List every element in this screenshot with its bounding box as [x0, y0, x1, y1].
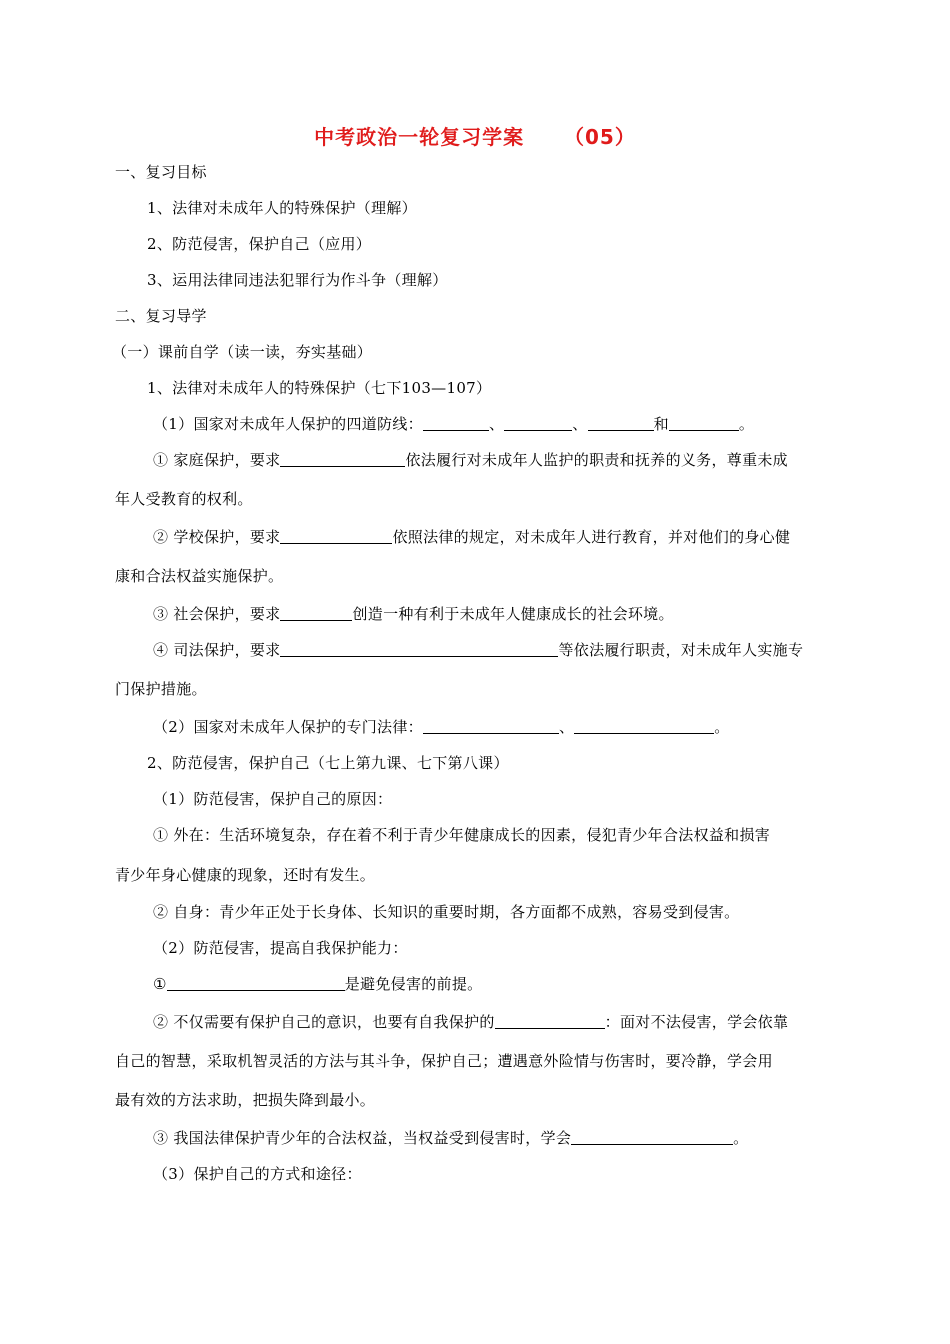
law-line: [153, 1128, 748, 1148]
blank-school[interactable]: [280, 527, 392, 544]
goal-item-1: 1、法律对未成年人的特殊保护（理解）: [147, 199, 417, 217]
external-reason: ① 外在：生活环境复杂，存在着不利于青少年健康成长的因素，侵犯青少年合法权益和损害: [153, 826, 771, 844]
separator: 、: [572, 415, 588, 433]
judicial-label: ④ 司法保护，要求: [153, 641, 281, 659]
methods-heading: （3）保护自己的方式和途径：: [153, 1165, 362, 1183]
ability-cont-1: 自己的智慧，采取机智灵活的方法与其斗争，保护自己；遭遇意外险情与伤害时，要冷静，学会用: [115, 1052, 773, 1070]
self-reason: ② 自身：青少年正处于长身体、长知识的重要时期，各方面都不成熟，容易受到侵害。: [153, 903, 740, 921]
subsection-heading: （一）课前自学（读一读，夯实基础）: [112, 343, 373, 361]
ability-label: ② 不仅需要有保护自己的意识，也要有自我保护的: [153, 1013, 495, 1031]
blank-defense-2[interactable]: [504, 414, 572, 431]
school-label: ② 学校保护，要求: [153, 528, 281, 546]
ability-cont-2: 最有效的方法求助，把损失降到最小。: [115, 1091, 376, 1109]
reason-heading: （1）防范侵害，保护自己的原因：: [153, 790, 393, 808]
judicial-line: [153, 640, 803, 660]
blank-ability[interactable]: [495, 1012, 605, 1029]
blank-society[interactable]: [280, 604, 352, 621]
page-title: 中考政治一轮复习学案 （05）: [314, 125, 636, 149]
topic1-heading: 1、法律对未成年人的特殊保护（七下103—107）: [147, 379, 492, 397]
q2-line: [153, 717, 730, 737]
judicial-text: 等依法履行职责，对未成年人实施专: [558, 641, 804, 659]
blank-defense-1[interactable]: [423, 414, 489, 431]
q1-label: （1）国家对未成年人保护的四道防线：: [153, 415, 423, 433]
society-label: ③ 社会保护，要求: [153, 605, 281, 623]
premise-text: 是避免侵害的前提。: [344, 975, 483, 993]
period: 。: [714, 718, 730, 736]
society-text: 创造一种有利于未成年人健康成长的社会环境。: [352, 605, 674, 623]
separator: 和: [653, 415, 669, 433]
section2-heading: 二、复习导学: [115, 307, 207, 325]
blank-premise[interactable]: [167, 974, 345, 991]
premise-line: [153, 974, 482, 994]
ability-line: [153, 1012, 788, 1032]
q1-line: [153, 414, 754, 434]
external-reason-cont: 青少年身心健康的现象，还时有发生。: [115, 866, 376, 884]
goal-item-2: 2、防范侵害，保护自己（应用）: [147, 235, 372, 253]
premise-label: ①: [153, 975, 167, 993]
blank-law-protect[interactable]: [571, 1128, 733, 1145]
ability-text: ：面对不法侵害，学会依靠: [604, 1013, 789, 1031]
family-cont: 年人受教育的权利。: [115, 490, 253, 508]
goal-item-3: 3、运用法律同违法犯罪行为作斗争（理解）: [147, 271, 448, 289]
family-label: ① 家庭保护，要求: [153, 451, 281, 469]
blank-judicial[interactable]: [280, 640, 558, 657]
school-cont: 康和合法权益实施保护。: [115, 567, 284, 585]
society-line: [153, 604, 674, 624]
separator: 、: [558, 718, 575, 736]
school-line: [153, 527, 790, 547]
period: 。: [738, 415, 755, 433]
judicial-cont: 门保护措施。: [115, 680, 207, 698]
family-line: [153, 450, 788, 470]
blank-family[interactable]: [280, 450, 405, 467]
period: 。: [733, 1129, 749, 1147]
family-text: 依法履行对未成年人监护的职责和抚养的义务，尊重未成: [405, 451, 788, 469]
blank-law-2[interactable]: [574, 717, 714, 734]
school-text: 依照法律的规定，对未成年人进行教育，并对他们的身心健: [392, 528, 791, 546]
blank-law-1[interactable]: [423, 717, 559, 734]
ability-heading: （2）防范侵害，提高自我保护能力：: [153, 939, 408, 957]
q2-label: （2）国家对未成年人保护的专门法律：: [153, 718, 423, 736]
blank-defense-3[interactable]: [588, 414, 654, 431]
blank-defense-4[interactable]: [669, 414, 739, 431]
law-label: ③ 我国法律保护青少年的合法权益，当权益受到侵害时，学会: [153, 1129, 572, 1147]
topic2-heading: 2、防范侵害，保护自己（七上第九课、七下第八课）: [147, 754, 509, 772]
separator: 、: [488, 415, 505, 433]
section1-heading: 一、复习目标: [115, 163, 207, 181]
